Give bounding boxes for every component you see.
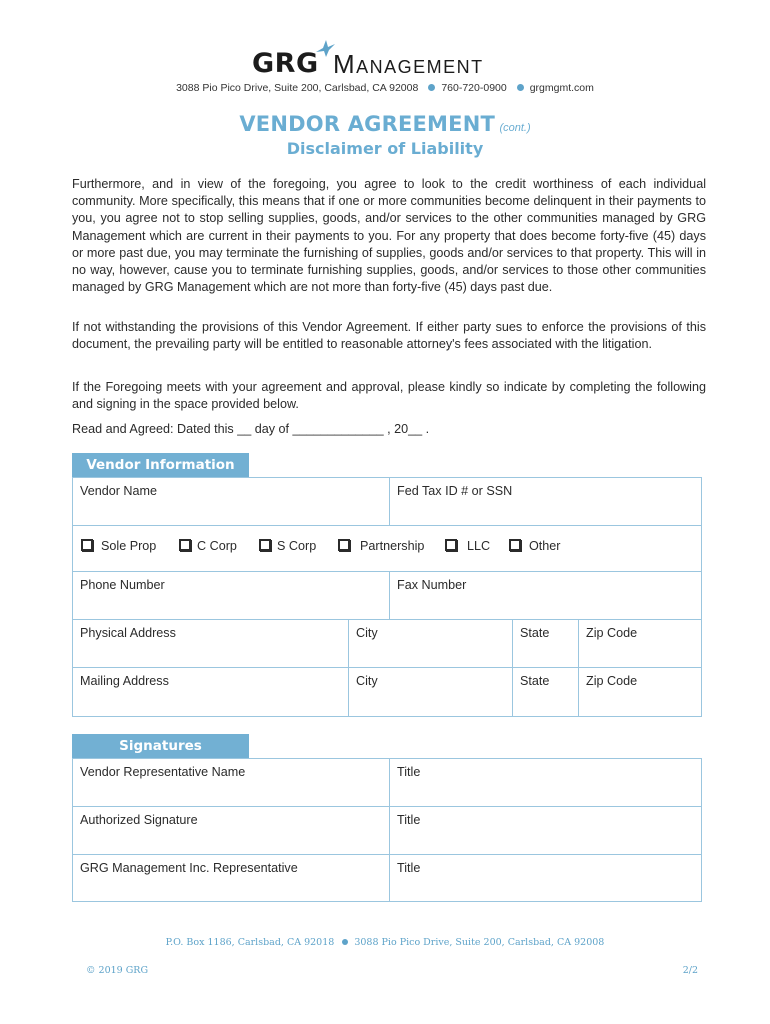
- state-label: State: [520, 626, 550, 640]
- physical-address-label: Physical Address: [80, 626, 176, 640]
- phone-label: Phone Number: [80, 578, 165, 592]
- zip-label: Zip Code: [586, 674, 638, 688]
- vendor-information-tab: Vendor Information: [72, 453, 249, 477]
- physical-zip-field[interactable]: [579, 620, 703, 667]
- mailing-address-label: Mailing Address: [80, 674, 169, 688]
- signatures-table: [72, 758, 702, 902]
- checkbox-label: C Corp: [197, 539, 237, 553]
- fax-label: Fax Number: [397, 578, 467, 592]
- title-label: Title: [397, 765, 421, 779]
- auth-sig-field[interactable]: [73, 807, 390, 854]
- fax-field[interactable]: [390, 572, 703, 619]
- paragraph-read-agreed: Read and Agreed: Dated this __ day of _____________ , 20__ .: [72, 422, 430, 436]
- grg-rep-label: GRG Management Inc. Representative: [80, 861, 298, 875]
- header-phone: 760-720-0900: [441, 82, 507, 94]
- zip-label: Zip Code: [586, 626, 638, 640]
- rep-title-field[interactable]: [390, 759, 703, 806]
- checkbox-label: Other: [529, 539, 561, 553]
- grg-rep-row: [73, 855, 701, 902]
- rep-name-field[interactable]: [73, 759, 390, 806]
- checkbox-label: Partnership: [360, 539, 425, 553]
- vendor-name-row: [73, 478, 701, 526]
- checkbox-icon: [509, 539, 521, 551]
- checkbox-sole-prop[interactable]: [81, 539, 156, 553]
- mailing-address-row: [73, 668, 701, 716]
- checkbox-icon: [445, 539, 457, 551]
- vendor-name-field[interactable]: [73, 478, 390, 525]
- checkbox-c-corp[interactable]: [179, 539, 237, 553]
- checkbox-icon: [338, 539, 350, 551]
- title-cont: (cont.): [499, 122, 531, 134]
- auth-title-field[interactable]: [390, 807, 703, 854]
- checkbox-other[interactable]: [509, 539, 561, 553]
- logo-grg-text: GRG: [252, 48, 319, 79]
- title-label: Title: [397, 861, 421, 875]
- physical-address-field[interactable]: [73, 620, 349, 667]
- rep-name-label: Vendor Representative Name: [80, 765, 246, 779]
- phone-fax-row: [73, 572, 701, 620]
- mailing-zip-field[interactable]: [579, 668, 703, 716]
- grg-title-field[interactable]: [390, 855, 703, 902]
- checkbox-label: Sole Prop: [101, 539, 157, 553]
- signatures-tab: Signatures: [72, 734, 249, 758]
- checkbox-label: S Corp: [277, 539, 317, 553]
- checkbox-partnership[interactable]: [338, 539, 424, 553]
- title-label: Title: [397, 813, 421, 827]
- logo-management-text: Management: [333, 49, 484, 79]
- physical-address-row: [73, 620, 701, 668]
- checkbox-s-corp[interactable]: [259, 539, 316, 553]
- grg-rep-field[interactable]: [73, 855, 390, 902]
- checkbox-icon: [179, 539, 191, 551]
- title-main: VENDOR AGREEMENT: [239, 112, 495, 136]
- checkbox-icon: [259, 539, 271, 551]
- physical-city-field[interactable]: [349, 620, 513, 667]
- header-website: grgmgmt.com: [529, 82, 594, 94]
- header-address: 3088 Pio Pico Drive, Suite 200, Carlsbad, CA 92008: [176, 82, 419, 94]
- city-label: City: [356, 626, 378, 640]
- bullet-dot-icon: [517, 84, 524, 91]
- entity-type-row: [73, 526, 701, 572]
- paragraph-attorney-fees: If not withstanding the provisions of this Vendor Agreement. If either party sues to enforce the provisions of this document, the prevailing party will be entitled to reasonable attorney's fees associated with the litigation.: [72, 320, 706, 352]
- tax-id-field[interactable]: [390, 478, 703, 525]
- rep-name-row: [73, 759, 701, 807]
- footer-address-line: [0, 937, 770, 948]
- mailing-address-field[interactable]: [73, 668, 349, 716]
- tax-id-label: Fed Tax ID # or SSN: [397, 484, 513, 498]
- bullet-dot-icon: [428, 84, 435, 91]
- bullet-dot-icon: [342, 939, 348, 945]
- checkbox-label: LLC: [467, 539, 491, 553]
- phone-field[interactable]: [73, 572, 390, 619]
- paragraph-credit-worthiness: Furthermore, and in view of the foregoing, you agree to look to the credit worthiness of each individual community. More specifically, this means that if one or more communities become delinquent in their payments to you, you agree not to stop selling supplies, goods, and/or services to the other communities managed by GRG Management which are current in their payments to you. For any property that does become forty-five (45) days or more past due, you may terminate the furnishing of supplies, goods and/or services to that property. This will in no way, however, cause you to terminate furnishing supplies, goods, and/or services to those other communities managed by GRG Management which are not more than forty-five (45) days past due.: [72, 177, 706, 295]
- page-number: 2/2: [682, 965, 698, 976]
- document-subtitle: Disclaimer of Liability: [286, 139, 484, 158]
- vendor-name-label: Vendor Name: [80, 484, 158, 498]
- auth-sig-row: [73, 807, 701, 855]
- mailing-state-field[interactable]: [513, 668, 579, 716]
- footer-po-box: P.O. Box 1186, Carlsbad, CA 92018: [165, 937, 335, 948]
- checkbox-llc[interactable]: [445, 539, 490, 553]
- footer-copyright: © 2019 GRG: [86, 965, 149, 976]
- checkbox-icon: [81, 539, 93, 551]
- auth-sig-label: Authorized Signature: [80, 813, 198, 827]
- document-title: [0, 112, 770, 136]
- city-label: City: [356, 674, 378, 688]
- mailing-city-field[interactable]: [349, 668, 513, 716]
- physical-state-field[interactable]: [513, 620, 579, 667]
- header-contact-line: [0, 82, 770, 94]
- vendor-information-table: [72, 477, 702, 717]
- paragraph-approval: If the Foregoing meets with your agreement and approval, please kindly so indicate by completing the following and signing in the space provided below.: [72, 380, 706, 412]
- footer-address: 3088 Pio Pico Drive, Suite 200, Carlsbad, CA 92008: [354, 937, 605, 948]
- company-logo: [0, 38, 770, 78]
- state-label: State: [520, 674, 550, 688]
